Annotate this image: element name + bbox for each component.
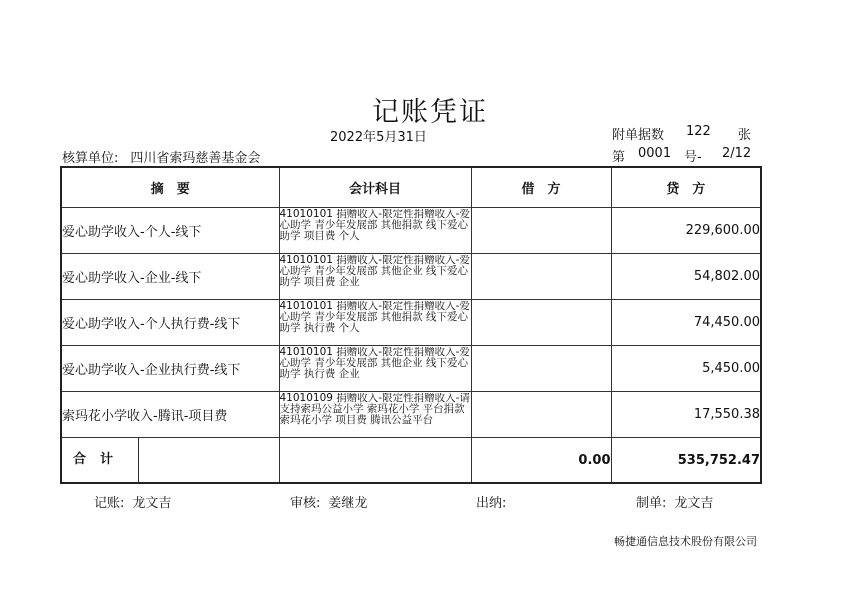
- row-account: [279, 208, 471, 254]
- preparer-label: 制单:: [636, 496, 667, 511]
- cashier-label: 出纳:: [476, 496, 507, 511]
- row-debit: [471, 208, 611, 254]
- bookkeeper-name: 龙文吉: [132, 496, 172, 511]
- row-credit: 5,450.00: [611, 346, 761, 392]
- preparer-name: 龙文吉: [674, 496, 714, 511]
- org-info: [62, 147, 260, 166]
- attachments-unit: 张: [738, 128, 752, 143]
- total-label: [61, 438, 279, 484]
- row-account: [279, 346, 471, 392]
- row-account-text: 41010101 捐赠收入-限定性捐赠收入-爱心助学 青少年发展部 其他捐款 线下爱心助学 项目费 个人: [279, 209, 470, 242]
- row-debit: [471, 392, 611, 438]
- table-row: [61, 254, 761, 300]
- row-credit: 229,600.00: [611, 208, 761, 254]
- total-account-empty: [279, 438, 471, 484]
- reviewer-name: 姜继龙: [328, 496, 368, 511]
- voucher-mid: 号-: [684, 150, 702, 165]
- table-row: [61, 392, 761, 438]
- total-debit: 0.00: [471, 438, 611, 484]
- row-summary: 爱心助学收入-企业执行费-线下: [61, 346, 279, 392]
- row-debit: [471, 300, 611, 346]
- bookkeeper-label: 记账:: [94, 496, 125, 511]
- row-account: [279, 392, 471, 438]
- org-label: 核算单位:: [62, 151, 119, 166]
- row-credit: 17,550.38: [611, 392, 761, 438]
- voucher-number-value: 0001: [638, 146, 672, 161]
- table-row: [61, 208, 761, 254]
- header-debit: 借 方: [471, 167, 611, 208]
- table-header: [61, 167, 761, 208]
- voucher-page: 2/12: [722, 146, 752, 161]
- attachments-count: 122: [686, 124, 711, 139]
- row-summary: 爱心助学收入-个人执行费-线下: [61, 300, 279, 346]
- total-credit: 535,752.47: [611, 438, 761, 484]
- row-account-text: 41010101 捐赠收入-限定性捐赠收入-爱心助学 青少年发展部 其他企业 线下爱心助学 项目费 企业: [279, 255, 470, 288]
- total-label-spacer: [139, 438, 279, 482]
- total-row: [61, 438, 761, 484]
- row-summary: 爱心助学收入-个人-线下: [61, 208, 279, 254]
- header-account: 会计科目: [279, 167, 471, 208]
- org-name: 四川省索玛慈善基金会: [130, 151, 261, 166]
- row-debit: [471, 254, 611, 300]
- voucher-table: [60, 166, 762, 484]
- preparer-signature: [636, 492, 713, 511]
- row-credit: 54,802.00: [611, 254, 761, 300]
- bookkeeper-signature: [94, 492, 171, 511]
- row-account-text: 41010109 捐赠收入-限定性捐赠收入-请支持索玛公益小学 索玛花小学 平台捐款 索玛花小学 项目费 腾讯公益平台: [279, 393, 470, 426]
- reviewer-signature: [290, 492, 367, 511]
- header-summary: 摘 要: [61, 167, 279, 208]
- voucher-date: 2022年5月31日: [330, 130, 427, 145]
- software-vendor: 畅捷通信息技术股份有限公司: [614, 535, 757, 548]
- row-debit: [471, 346, 611, 392]
- row-account-text: 41010101 捐赠收入-限定性捐赠收入-爱心助学 青少年发展部 其他企业 线下爱心助学 执行费 企业: [279, 347, 470, 380]
- row-account-text: 41010101 捐赠收入-限定性捐赠收入-爱心助学 青少年发展部 其他捐款 线下爱心助学 执行费 个人: [279, 301, 470, 334]
- voucher-prefix: 第: [612, 150, 626, 165]
- table-row: [61, 346, 761, 392]
- row-summary: 索玛花小学收入-腾讯-项目费: [61, 392, 279, 438]
- attachments-label: 附单据数: [612, 128, 665, 143]
- voucher-title: 记账凭证: [372, 97, 488, 128]
- total-label-text: 合计: [62, 438, 139, 482]
- reviewer-label: 审核:: [290, 496, 321, 511]
- row-account: [279, 300, 471, 346]
- cashier-signature: [476, 492, 514, 511]
- table-row: [61, 300, 761, 346]
- row-account: [279, 254, 471, 300]
- row-summary: 爱心助学收入-企业-线下: [61, 254, 279, 300]
- header-credit: 贷 方: [611, 167, 761, 208]
- row-credit: 74,450.00: [611, 300, 761, 346]
